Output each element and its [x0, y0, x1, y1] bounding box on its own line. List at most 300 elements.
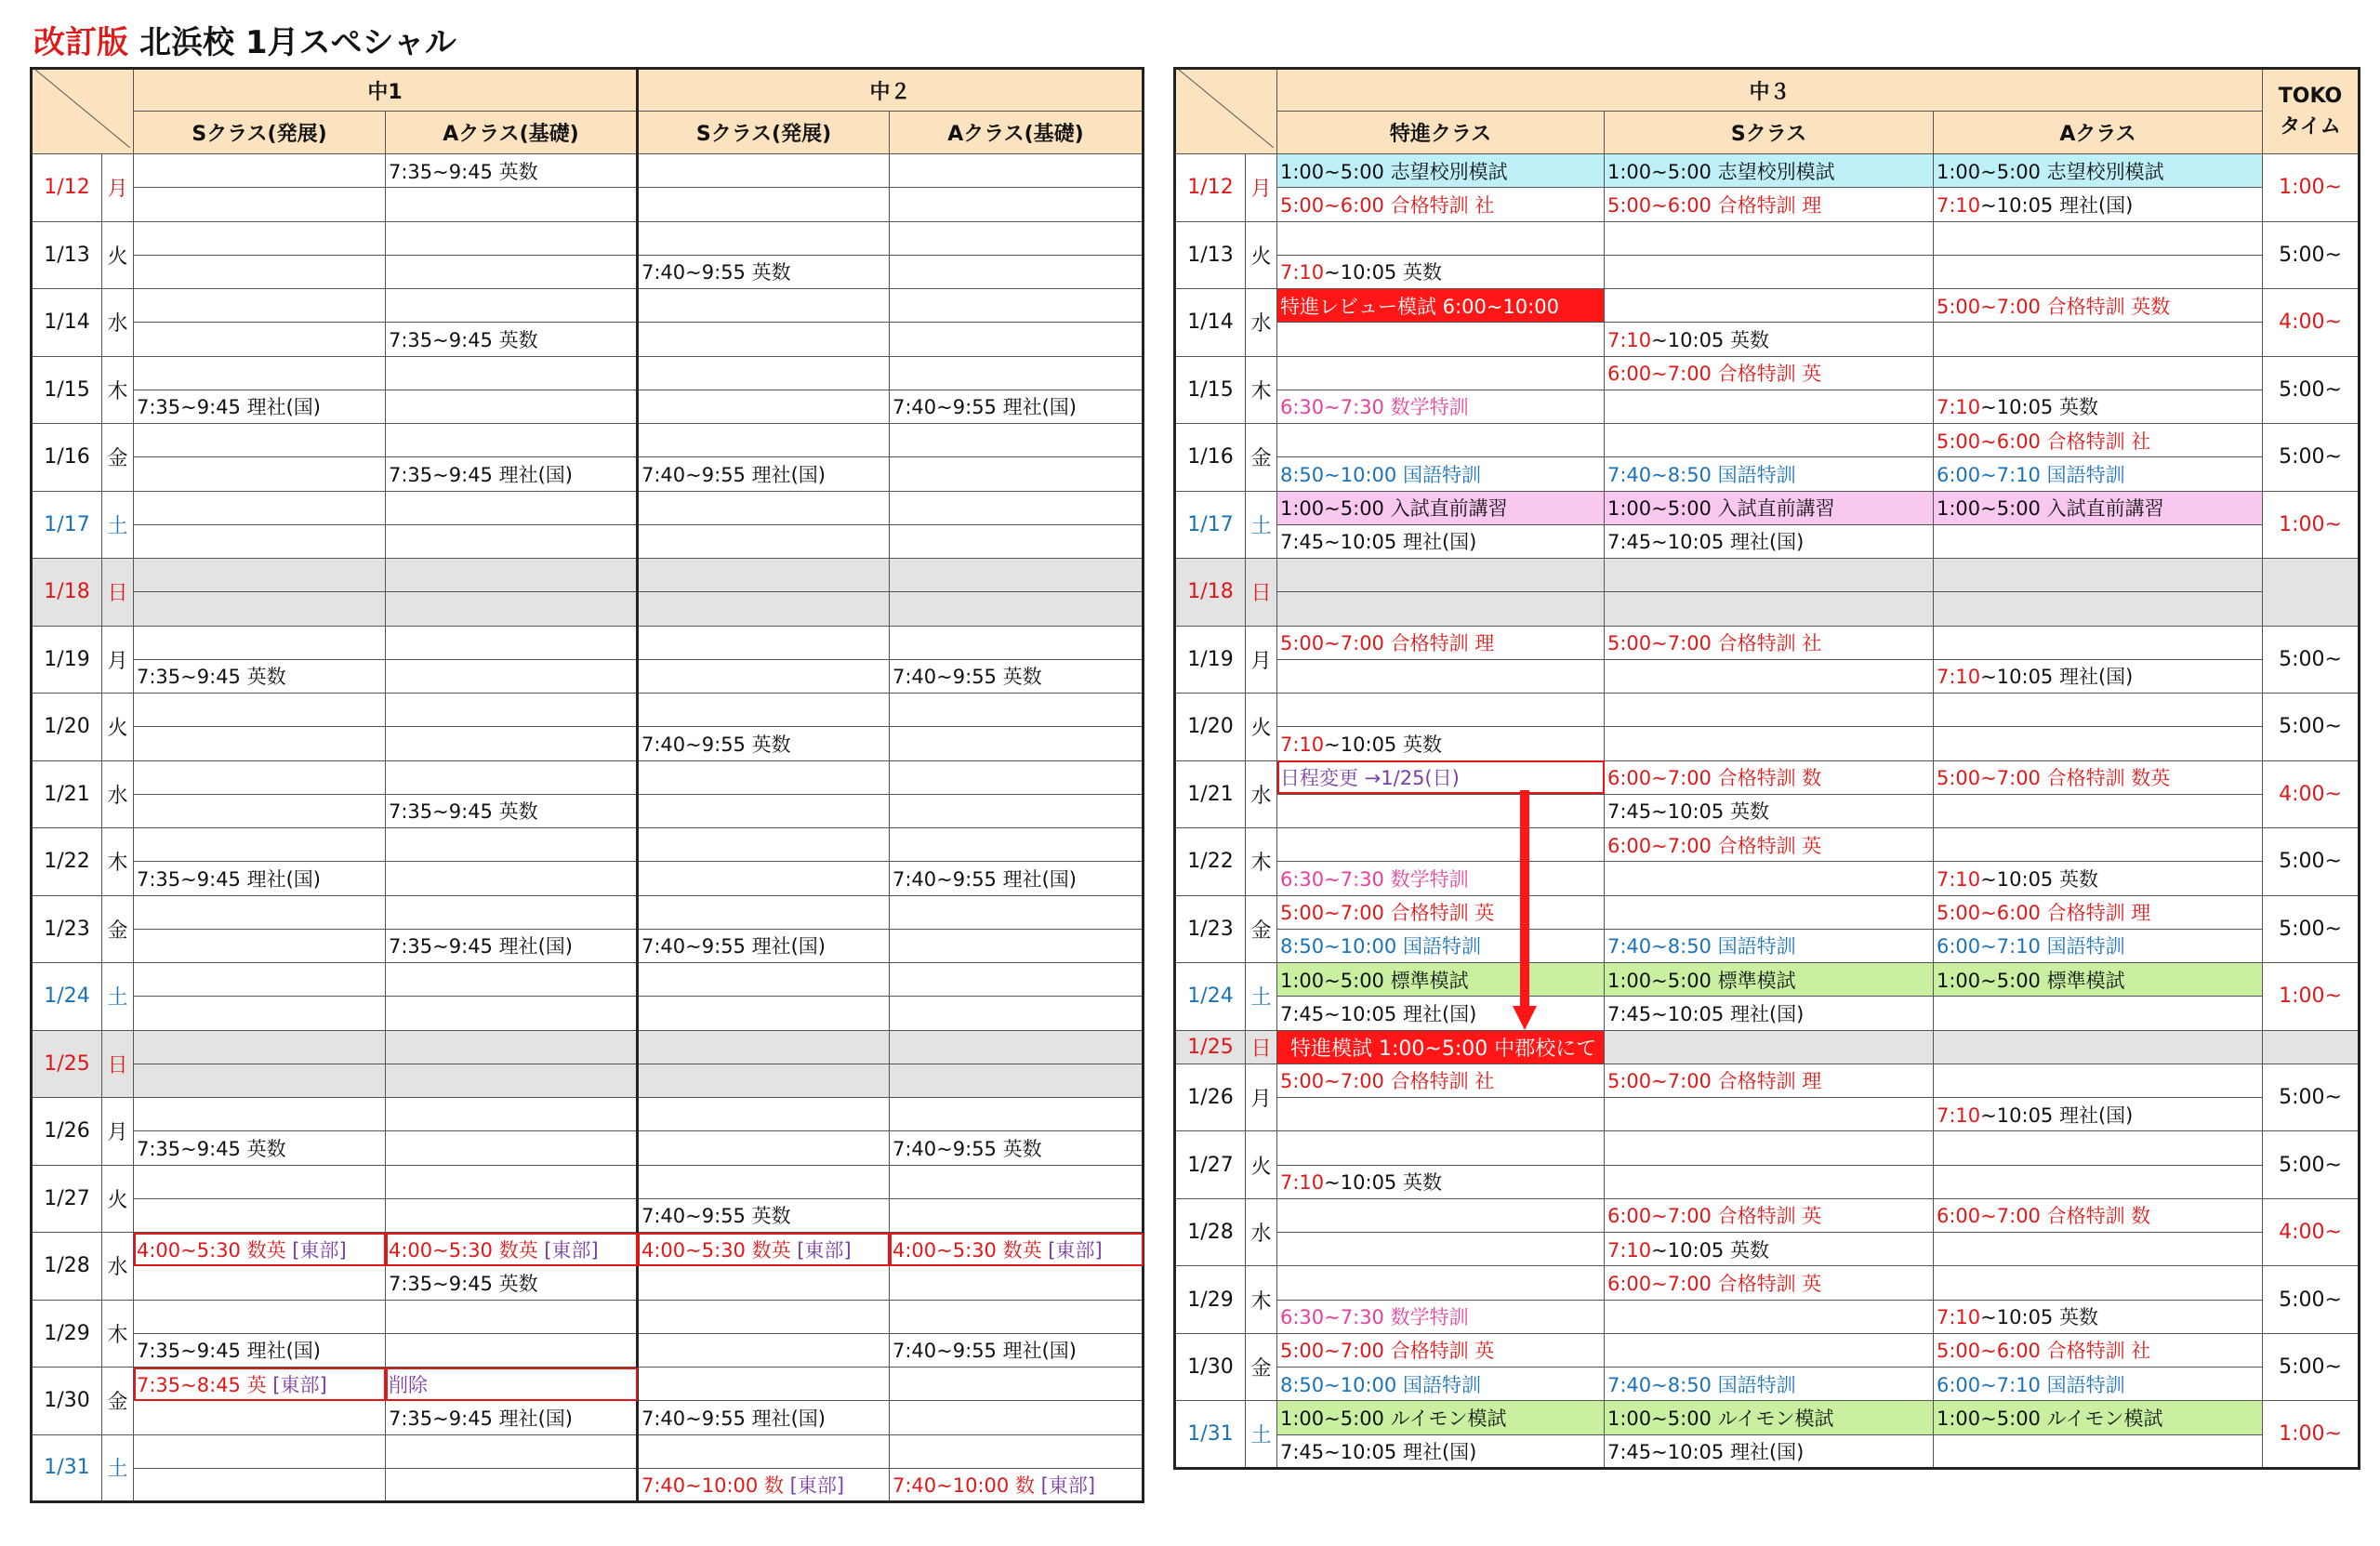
schedule-cell — [386, 1233, 638, 1266]
day-row-sub — [32, 457, 1144, 491]
schedule-cell — [1277, 895, 1605, 929]
schedule-cell — [1605, 424, 1934, 457]
schedule-cell — [134, 188, 386, 221]
schedule-cell — [1605, 1368, 1934, 1401]
schedule-cell — [638, 1131, 890, 1165]
schedule-cell — [1934, 592, 2263, 626]
time-rest: ~10:05 英数 — [1980, 396, 2098, 419]
schedule-cell — [638, 626, 890, 659]
day-row-sub — [32, 188, 1144, 221]
entry-text: 6:00~7:10 国語特訓 — [1937, 463, 2125, 486]
day-row-sub — [1175, 255, 2360, 288]
weekday-cell: 金 — [1246, 1333, 1277, 1401]
entry-text: 5:00~7:00 合格特訓 理 — [1280, 632, 1495, 655]
weekday-cell: 火 — [102, 221, 134, 289]
schedule-cell — [1605, 592, 1934, 626]
day-row-sub — [1175, 727, 2360, 760]
entry-text: 7:40~9:55 英数 — [641, 1205, 791, 1228]
date-cell: 1/21 — [1175, 760, 1246, 828]
schedule-cell — [1934, 727, 2263, 760]
grade3-schedule-table — [1173, 67, 2360, 1470]
entry-text: 7:35~9:45 英数 — [389, 800, 538, 824]
day-row-sub — [1175, 997, 2360, 1030]
schedule-cell — [638, 1468, 890, 1501]
weekday-cell: 火 — [102, 694, 134, 761]
weekday-cell: 月 — [102, 626, 134, 694]
date-cell: 1/15 — [32, 356, 102, 424]
schedule-cell — [1605, 356, 1934, 390]
day-row-sub — [32, 524, 1144, 558]
schedule-cell — [1934, 559, 2263, 592]
schedule-cell — [890, 626, 1144, 659]
entry-text: 5:00~7:00 合格特訓 英 — [1280, 1340, 1495, 1363]
schedule-cell — [890, 963, 1144, 997]
entry-text: 7:35~9:45 理社(国) — [389, 463, 573, 486]
date-cell: 1/30 — [1175, 1333, 1246, 1401]
day-row-sub — [1175, 1165, 2360, 1198]
toko-time-cell: 4:00~ — [2263, 1198, 2360, 1266]
schedule-cell — [1605, 323, 1934, 356]
schedule-cell — [134, 862, 386, 895]
schedule-cell — [134, 457, 386, 491]
special-exam-cell: 特進模試 1:00~5:00 中郡校にて — [1277, 1030, 1605, 1064]
entry-main: 4:00~5:30 数英 — [137, 1238, 286, 1262]
day-row — [32, 760, 1144, 794]
schedule-cell — [1605, 491, 1934, 524]
schedule-cell — [1934, 794, 2263, 827]
weekday-cell: 日 — [1246, 1030, 1277, 1064]
weekday-cell: 日 — [102, 1030, 134, 1098]
weekday-cell: 土 — [102, 491, 134, 559]
day-row — [32, 154, 1144, 188]
entry-text — [1937, 396, 2098, 418]
entry-text: 1:00~5:00 志望校別模試 — [1280, 160, 1508, 183]
weekday-cell: 火 — [1246, 1131, 1277, 1199]
date-cell: 1/19 — [1175, 626, 1246, 694]
day-row-sub — [1175, 659, 2360, 693]
date-cell: 1/18 — [32, 559, 102, 627]
schedule-cell — [638, 1165, 890, 1198]
schedule-cell — [1934, 760, 2263, 794]
schedule-cell — [386, 963, 638, 997]
schedule-cell — [638, 1064, 890, 1097]
weekday-cell: 水 — [102, 1233, 134, 1301]
schedule-cell — [1277, 1198, 1605, 1232]
entry-text: 1:00~5:00 入試直前講習 — [1280, 497, 1508, 521]
entry-text: 7:45~10:05 理社(国) — [1607, 1002, 1805, 1025]
schedule-cell — [134, 1368, 386, 1401]
schedule-cell — [1934, 221, 2263, 255]
schedule-cell — [638, 997, 890, 1030]
schedule-cell — [890, 1030, 1144, 1064]
day-row-sub — [1175, 188, 2360, 221]
weekday-cell: 月 — [1246, 154, 1277, 222]
entry-text: 5:00~7:00 合格特訓 英 — [1280, 902, 1495, 925]
schedule-cell — [638, 659, 890, 693]
day-row — [32, 289, 1144, 323]
date-cell: 1/20 — [32, 694, 102, 761]
schedule-cell — [134, 592, 386, 626]
date-cell: 1/28 — [1175, 1198, 1246, 1266]
toko-time-cell: 4:00~ — [2263, 760, 2360, 828]
entry-text: 7:40~9:55 英数 — [892, 666, 1042, 689]
entry-text: 7:35~9:45 理社(国) — [137, 867, 321, 891]
schedule-cell — [1277, 491, 1605, 524]
schedule-cell — [1277, 760, 1605, 794]
entry-text: 6:00~7:00 合格特訓 英 — [1607, 834, 1822, 857]
weekday-cell: 土 — [1246, 963, 1277, 1031]
schedule-cell — [890, 289, 1144, 323]
schedule-cell — [890, 1266, 1144, 1300]
campus-tag: [東部] — [537, 1238, 599, 1262]
date-cell: 1/26 — [32, 1098, 102, 1166]
schedule-cell — [1277, 323, 1605, 356]
entry-text: 7:35~9:45 理社(国) — [389, 1407, 573, 1430]
date-cell: 1/15 — [1175, 356, 1246, 424]
schedule-cell — [1934, 1165, 2263, 1198]
date-cell: 1/18 — [1175, 559, 1246, 627]
time-rest: ~10:05 理社(国) — [1980, 193, 2134, 217]
schedule-cell — [1277, 255, 1605, 288]
schedule-cell — [386, 1468, 638, 1501]
schedule-cell — [1277, 188, 1605, 221]
day-row-sub — [1175, 323, 2360, 356]
schedule-cell — [1934, 524, 2263, 558]
schedule-cell — [638, 424, 890, 457]
schedule-cell — [638, 559, 890, 592]
day-row — [32, 1300, 1144, 1333]
day-row — [32, 424, 1144, 457]
weekday-cell: 金 — [1246, 895, 1277, 963]
day-row — [1175, 1266, 2360, 1300]
date-cell: 1/17 — [1175, 491, 1246, 559]
entry-text: 5:00~7:00 合格特訓 数英 — [1937, 767, 2171, 790]
schedule-cell — [1605, 694, 1934, 727]
entry-text: 1:00~5:00 志望校別模試 — [1937, 160, 2164, 183]
schedule-cell — [638, 1300, 890, 1333]
day-row — [32, 626, 1144, 659]
schedule-cell — [1605, 255, 1934, 288]
entry-main: 4:00~5:30 数英 — [389, 1238, 538, 1262]
page-title — [33, 17, 456, 62]
day-row-sub — [32, 592, 1144, 626]
day-row-sub — [1175, 1368, 2360, 1401]
campus-tag: [東部] — [790, 1238, 852, 1262]
day-row — [1175, 356, 2360, 390]
time-highlight: 7:10 — [1280, 733, 1325, 756]
weekday-cell: 水 — [1246, 760, 1277, 828]
schedule-cell — [890, 356, 1144, 390]
time-rest: ~10:05 英数 — [1980, 1306, 2098, 1329]
schedule-cell — [1605, 626, 1934, 659]
schedule-cell — [1605, 1098, 1934, 1131]
schedule-cell — [134, 524, 386, 558]
schedule-cell — [638, 1368, 890, 1401]
schedule-cell — [1277, 794, 1605, 827]
schedule-cell — [1605, 1131, 1934, 1165]
toko-time-cell: 4:00~ — [2263, 289, 2360, 357]
date-cell: 1/31 — [1175, 1401, 1246, 1469]
schedule-cell — [1277, 1233, 1605, 1266]
schedule-cell — [1605, 1266, 1934, 1300]
schedule-cell — [1934, 289, 2263, 323]
schedule-cell — [134, 356, 386, 390]
schedule-cell — [134, 1030, 386, 1064]
entry-text: 6:00~7:00 合格特訓 数 — [1607, 767, 1822, 790]
schedule-cell — [1605, 760, 1934, 794]
schedule-cell — [386, 1266, 638, 1300]
weekday-cell: 水 — [102, 760, 134, 828]
schedule-cell — [134, 794, 386, 827]
schedule-cell — [890, 221, 1144, 255]
schedule-cell — [890, 659, 1144, 693]
date-cell: 1/31 — [32, 1434, 102, 1502]
schedule-cell — [890, 1165, 1144, 1198]
schedule-cell — [638, 760, 890, 794]
entry-text: 7:40~8:50 国語特訓 — [1607, 1373, 1796, 1396]
day-row — [1175, 828, 2360, 862]
schedule-cell — [638, 457, 890, 491]
schedule-cell — [386, 760, 638, 794]
schedule-cell — [134, 424, 386, 457]
schedule-cell — [134, 929, 386, 962]
entry-text: 7:40~9:55 英数 — [892, 1137, 1042, 1160]
schedule-cell — [1605, 390, 1934, 423]
schedule-cell — [1605, 559, 1934, 592]
entry-text — [641, 1474, 844, 1497]
day-row — [1175, 1333, 2360, 1367]
schedule-cell — [1277, 727, 1605, 760]
entry-text: 7:40~9:55 理社(国) — [641, 935, 826, 958]
schedule-cell — [890, 323, 1144, 356]
weekday-cell: 月 — [102, 1098, 134, 1166]
toko-time-cell — [2263, 559, 2360, 627]
schedule-cell — [1605, 1165, 1934, 1198]
date-cell: 1/14 — [1175, 289, 1246, 357]
schedule-cell — [638, 1266, 890, 1300]
entry-text: 7:35~9:45 英数 — [389, 328, 538, 351]
entry-main: 7:40~10:00 数 — [641, 1473, 784, 1497]
schedule-cell — [134, 154, 386, 188]
time-rest: ~10:05 英数 — [1324, 733, 1442, 756]
schedule-cell — [890, 1401, 1144, 1434]
schedule-cell — [1605, 221, 1934, 255]
day-row — [1175, 626, 2360, 659]
schedule-cell — [1934, 862, 2263, 895]
weekday-cell: 土 — [1246, 1401, 1277, 1469]
schedule-cell — [1277, 828, 1605, 862]
day-row — [32, 1030, 1144, 1064]
schedule-cell — [1277, 457, 1605, 491]
day-row-sub — [32, 1401, 1144, 1434]
day-row-sub — [32, 255, 1144, 288]
entry-text — [1937, 1104, 2133, 1127]
entry-text — [137, 1374, 327, 1396]
schedule-cell — [1605, 963, 1934, 997]
entry-text: 5:00~7:00 合格特訓 理 — [1607, 1070, 1822, 1093]
day-row — [1175, 424, 2360, 457]
weekday-cell: 水 — [1246, 1198, 1277, 1266]
entry-text: 5:00~7:00 合格特訓 社 — [1607, 632, 1822, 655]
entry-text — [1937, 1306, 2098, 1328]
schedule-cell — [134, 1300, 386, 1333]
weekday-cell: 木 — [1246, 828, 1277, 896]
entry-text: 5:00~6:00 合格特訓 理 — [1607, 193, 1822, 217]
entry-text: 7:35~9:45 英数 — [389, 1272, 538, 1295]
day-row-sub — [1175, 1098, 2360, 1131]
day-row-sub — [32, 862, 1144, 895]
schedule-cell — [1605, 997, 1934, 1030]
schedule-cell — [1934, 1098, 2263, 1131]
date-cell: 1/29 — [32, 1300, 102, 1368]
weekday-cell: 土 — [1246, 491, 1277, 559]
date-cell: 1/12 — [32, 154, 102, 222]
schedule-cell — [134, 1131, 386, 1165]
entry-text: 5:00~6:00 合格特訓 社 — [1937, 1340, 2151, 1363]
schedule-cell — [386, 997, 638, 1030]
schedule-cell — [890, 694, 1144, 727]
entry-text: 6:00~7:00 合格特訓 英 — [1607, 1205, 1822, 1228]
day-row — [1175, 491, 2360, 524]
entry-text — [892, 1474, 1095, 1497]
schedule-cell — [1277, 221, 1605, 255]
toko-time-cell: 5:00~ — [2263, 828, 2360, 896]
schedule-cell — [386, 727, 638, 760]
schedule-cell — [386, 694, 638, 727]
schedule-cell — [1605, 1333, 1934, 1367]
day-row — [1175, 760, 2360, 794]
entry-text: 1:00~5:00 ルイモン模試 — [1607, 1407, 1834, 1430]
schedule-cell — [1277, 1064, 1605, 1097]
date-cell: 1/27 — [32, 1165, 102, 1233]
entry-main: 7:40~10:00 数 — [892, 1473, 1035, 1497]
schedule-cell — [890, 1131, 1144, 1165]
time-highlight: 7:10 — [1280, 1171, 1325, 1195]
schedule-cell — [890, 491, 1144, 524]
entry-text: 1:00~5:00 標準模試 — [1607, 969, 1796, 992]
schedule-cell — [890, 188, 1144, 221]
schedule-cell — [1277, 289, 1605, 323]
entry-text: 8:50~10:00 国語特訓 — [1280, 1373, 1481, 1396]
g3-a-class-header: Aクラス — [1934, 112, 2263, 154]
weekday-cell: 木 — [1246, 1266, 1277, 1334]
schedule-cell — [1277, 1401, 1605, 1434]
tokushin-class-header: 特進クラス — [1277, 112, 1605, 154]
entry-text: 7:40~9:55 理社(国) — [641, 1407, 826, 1430]
toko-time-cell: 5:00~ — [2263, 1131, 2360, 1199]
day-row — [32, 963, 1144, 997]
schedule-cell — [890, 1198, 1144, 1232]
day-row — [1175, 221, 2360, 255]
schedule-cell — [890, 592, 1144, 626]
date-cell: 1/13 — [32, 221, 102, 289]
time-highlight: 7:10 — [1280, 261, 1325, 284]
schedule-cell — [386, 828, 638, 862]
g2-s-class-header: Sクラス(発展) — [638, 112, 890, 154]
schedule-cell — [638, 491, 890, 524]
weekday-cell: 木 — [102, 356, 134, 424]
day-row — [32, 895, 1144, 929]
schedule-cell — [386, 1198, 638, 1232]
schedule-cell — [386, 424, 638, 457]
day-row — [32, 828, 1144, 862]
time-rest: ~10:05 理社(国) — [1980, 666, 2134, 689]
day-row — [1175, 154, 2360, 188]
date-cell: 1/27 — [1175, 1131, 1246, 1199]
corner-cell — [32, 69, 134, 154]
schedule-cell — [890, 1333, 1144, 1367]
entry-text: 7:40~9:55 理社(国) — [892, 1340, 1077, 1363]
schedule-cell — [890, 895, 1144, 929]
schedule-cell — [890, 997, 1144, 1030]
toko-time-cell: 5:00~ — [2263, 1266, 2360, 1334]
schedule-cell — [890, 1468, 1144, 1501]
entry-text: 7:40~9:55 英数 — [641, 733, 791, 756]
entry-text — [1937, 868, 2098, 891]
entry-text: 7:45~10:05 理社(国) — [1607, 531, 1805, 554]
entry-text: 7:35~9:45 英数 — [137, 1137, 286, 1160]
date-cell: 1/14 — [32, 289, 102, 357]
day-row — [32, 1165, 1144, 1198]
schedule-cell — [890, 255, 1144, 288]
day-row-sub — [32, 1468, 1144, 1501]
schedule-cell — [386, 929, 638, 962]
schedule-cell — [386, 794, 638, 827]
weekday-cell: 月 — [1246, 626, 1277, 694]
schedule-cell — [1934, 491, 2263, 524]
entry-text: 7:35~9:45 英数 — [389, 160, 538, 183]
schedule-cell — [1934, 659, 2263, 693]
entry-text — [1280, 733, 1442, 756]
entry-text: 7:35~9:45 理社(国) — [137, 1340, 321, 1363]
entry-text: 1:00~5:00 標準模試 — [1280, 969, 1469, 992]
entry-main: 4:00~5:30 数英 — [892, 1238, 1042, 1262]
schedule-cell — [386, 559, 638, 592]
schedule-cell — [638, 895, 890, 929]
schedule-cell — [1605, 727, 1934, 760]
schedule-cell — [1605, 929, 1934, 962]
date-cell: 1/28 — [32, 1233, 102, 1301]
weekday-cell: 日 — [1246, 559, 1277, 627]
entry-text — [641, 1239, 852, 1262]
entry-main: 7:35~8:45 英 — [137, 1373, 267, 1396]
day-row-sub — [32, 1131, 1144, 1165]
schedule-cell — [890, 524, 1144, 558]
day-row-sub — [1175, 1233, 2360, 1266]
toko-time-cell: 1:00~ — [2263, 963, 2360, 1031]
schedule-cell — [1934, 255, 2263, 288]
schedule-cell — [134, 760, 386, 794]
entry-text — [1607, 329, 1769, 351]
schedule-cell — [890, 862, 1144, 895]
schedule-cell — [386, 1300, 638, 1333]
date-cell: 1/13 — [1175, 221, 1246, 289]
schedule-cell — [890, 1368, 1144, 1401]
entry-text: 7:40~9:55 理社(国) — [641, 463, 826, 486]
schedule-cell — [386, 323, 638, 356]
schedule-cell — [386, 1165, 638, 1198]
weekday-cell: 日 — [102, 559, 134, 627]
entry-text: 6:00~7:10 国語特訓 — [1937, 1373, 2125, 1396]
schedule-cell — [1277, 356, 1605, 390]
day-row-sub — [1175, 862, 2360, 895]
schedule-cell — [1605, 1434, 1934, 1468]
entry-text: 6:30~7:30 数学特訓 — [1280, 396, 1469, 419]
schedule-cell — [890, 760, 1144, 794]
entry-text: 1:00~5:00 標準模試 — [1937, 969, 2125, 992]
toko-time-cell — [2263, 1030, 2360, 1064]
schedule-cell — [386, 862, 638, 895]
